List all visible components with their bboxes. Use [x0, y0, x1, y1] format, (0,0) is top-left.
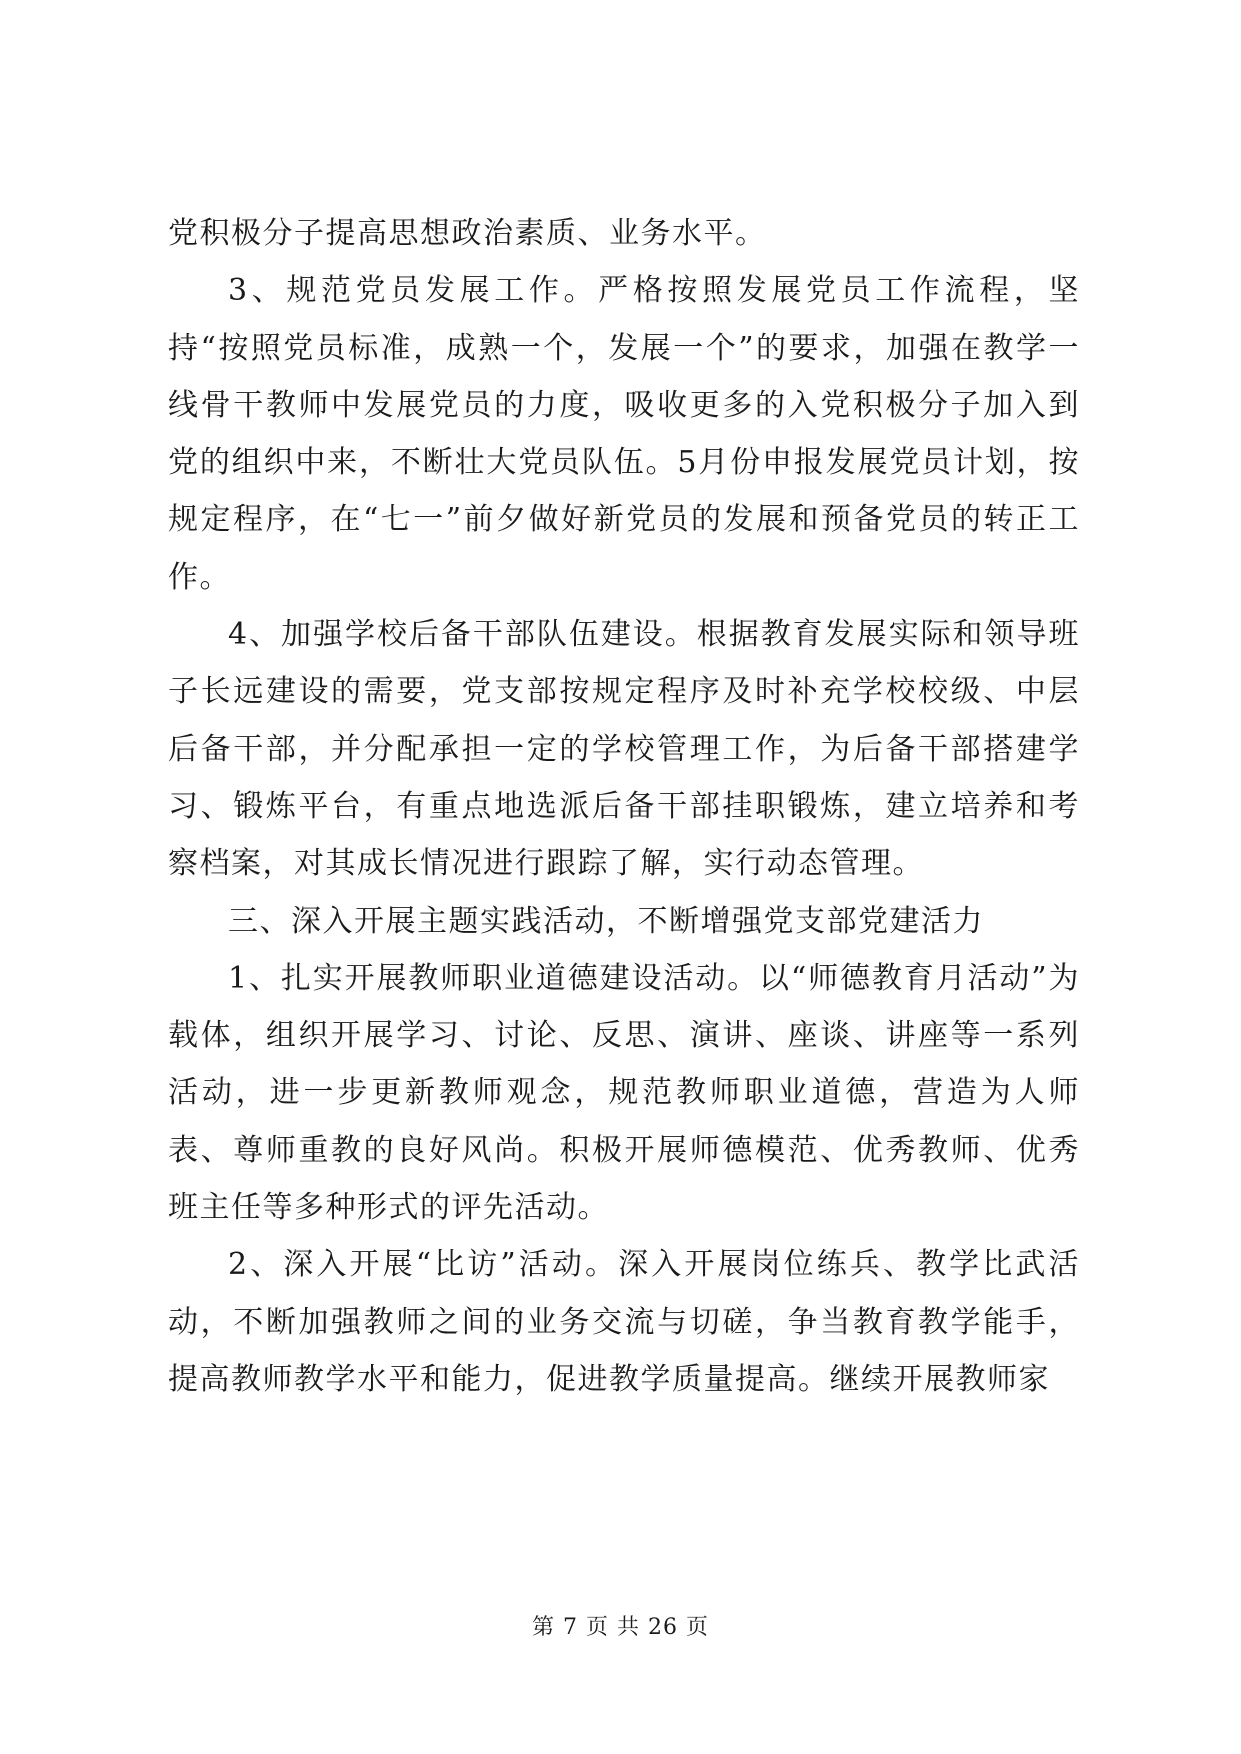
paragraph-reserve-cadres: 4、加强学校后备干部队伍建设。根据教育发展实际和领导班子长远建设的需要，党支部按规定程序及时补充学校校级、中层后备干部，并分配承担一定的学校管理工作，为后备干部搭建学习、锻炼平台，有重点地选派后备干部挂职锻炼，建立培养和考察档案，对其成长情况进行跟踪了解，实行动态管理。: [168, 617, 1080, 882]
paragraph-teacher-ethics: 1、扎实开展教师职业道德建设活动。以“师德教育月活动”为载体，组织开展学习、讨论、反思、演讲、座谈、讲座等一系列活动，进一步更新教师观念，规范教师职业道德，营造为人师表、尊师重教的良好风尚。积极开展师德模范、优秀教师、优秀班主任等多种形式的评先活动。: [168, 960, 1080, 1226]
page-number-footer: 第 7 页 共 26 页: [532, 1615, 709, 1640]
paragraph-continuation: 党积极分子提高思想政治素质、业务水平。: [168, 216, 767, 251]
document-body: [168, 205, 1080, 1408]
paragraph-party-member-development: 3、规范党员发展工作。严格按照发展党员工作流程，坚持“按照党员标准，成熟一个，发展一个”的要求，加强在教学一线骨干教师中发展党员的力度，吸收更多的入党积极分子加入到党的组织中来，不断壮大党员队伍。5月份申报发展党员计划，按规定程序，在“七一”前夕做好新党员的发展和预备党员的转正工作。: [168, 273, 1080, 595]
section-heading-theme-activities: 三、深入开展主题实践活动，不断增强党支部党建活力: [228, 903, 984, 939]
paragraph-bifang-activity: 2、深入开展“比访”活动。深入开展岗位练兵、教学比武活动，不断加强教师之间的业务交流与切磋，争当教育教学能手，提高教师教学水平和能力，促进教学质量提高。继续开展教师家: [168, 1247, 1080, 1397]
